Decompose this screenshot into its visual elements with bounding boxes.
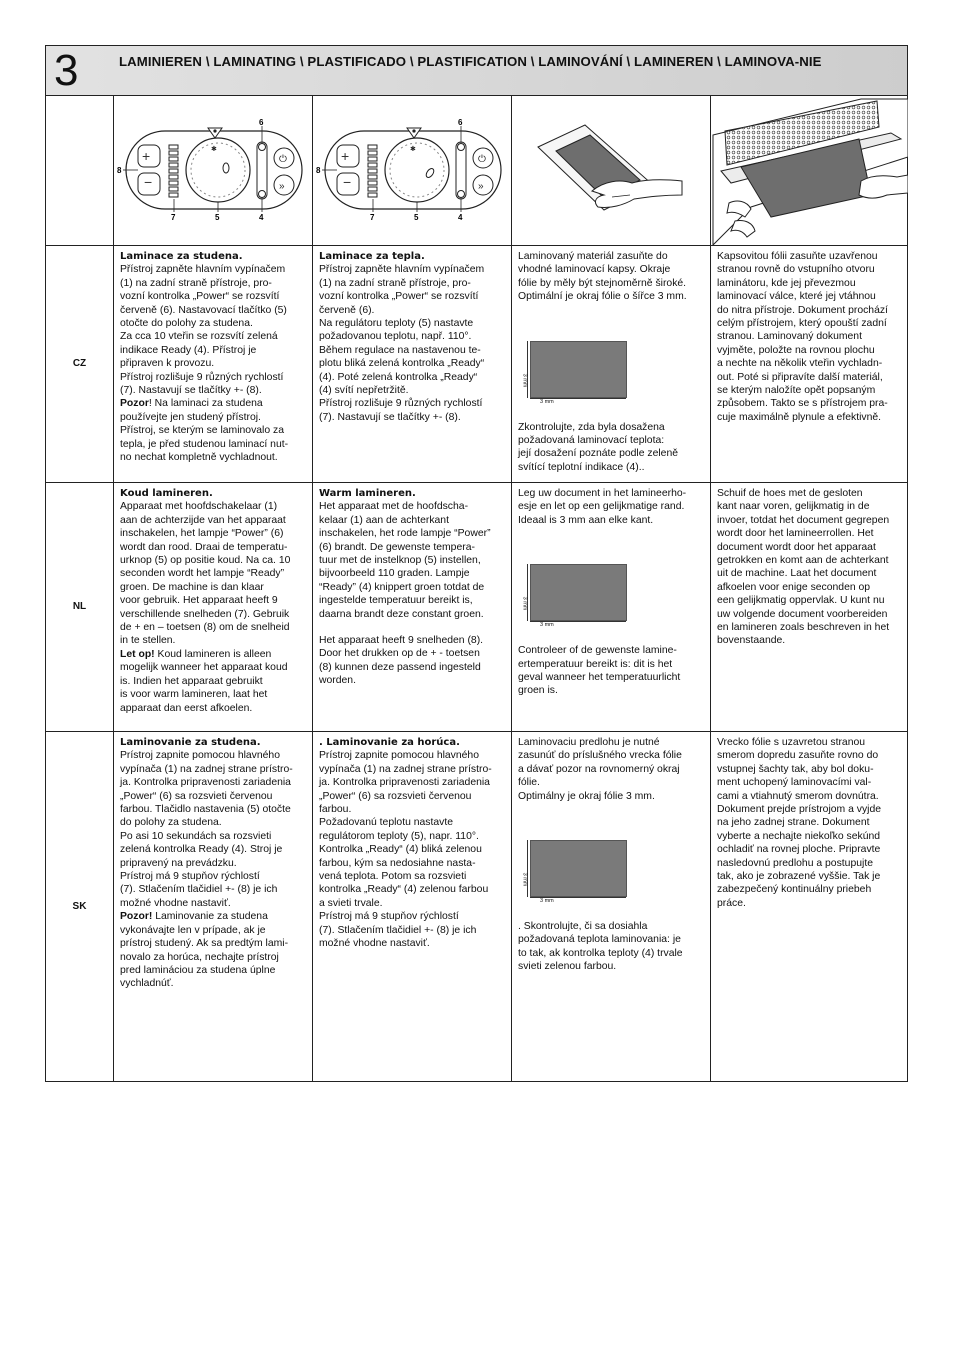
svg-text:⏻: ⏻ [478, 154, 486, 165]
pouch-instructions-cell [511, 483, 710, 731]
margin-diagram [521, 564, 626, 630]
hot-lamination-heading: Warm lamineren. [319, 488, 416, 499]
control-panel-icon [313, 95, 512, 245]
hot-lamination-heading: Laminovanie za horúca. [326, 737, 460, 748]
language-label: SK [72, 900, 87, 912]
language-row-nl [46, 483, 907, 732]
pouch-instructions-cell [511, 732, 710, 1081]
margin-diagram [521, 840, 626, 906]
laminator-feed-illustration [710, 95, 907, 245]
warning-text: Laminovanie za studena vykonávajte len v prípade, ak je prístroj studený. Ak sa predtým lami- novalo za horúca, nechajte prístroj pred lamináciou za studena úplne vychladnúť. [120, 911, 289, 990]
feed-instructions-cell [710, 732, 907, 1081]
svg-text:−: − [144, 174, 153, 190]
svg-text:✱: ✱ [410, 146, 416, 153]
temperature-check-text: Controleer of de gewenste lamine- ertemperatuur bereikt is: dit is het geval wanneer het temperatuurlicht groen is. [518, 645, 681, 697]
margin-horizontal-label: 3 mm [540, 898, 554, 905]
cold-lamination-heading: Koud lamineren. [120, 488, 213, 499]
feed-instructions-cell [710, 483, 907, 731]
margin-horizontal-label: 3 mm [540, 622, 554, 629]
hot-lamination-cell [312, 246, 511, 482]
temperature-check-text: . Skontrolujte, či sa dosiahla požadovaná teplota laminovania: je to tak, ak kontrolka teploty (4) trvale svieti zelenou farbou. [518, 921, 683, 973]
hot-lamination-cell [312, 483, 511, 731]
illustration-row [46, 95, 907, 246]
margin-vertical-label: 3 mm [521, 872, 528, 887]
speed-settings-text: Het apparaat heeft 9 snelheden (8). Door het drukken op de + - toetsen (8) kunnen deze passend ingesteld worden. [319, 635, 484, 687]
warning-label: Pozor [120, 398, 149, 410]
control-panel-cold-illustration [113, 95, 312, 245]
temperature-check-text: Zkontrolujte, zda byla dosažena požadovaná laminovací teplota: její dosažení poznáte podle zeleně svítící teplotní indikace (4).. [518, 421, 679, 473]
svg-text:✱: ✱ [211, 146, 217, 153]
hand-pouch-icon [512, 95, 711, 245]
label-6: 6 [458, 118, 463, 127]
warning-label: Pozor! [120, 911, 153, 923]
cold-lamination-heading: Laminace za studena. [120, 251, 243, 262]
feed-instructions-cell [710, 246, 907, 482]
hot-lamination-text: Prístroj zapnite pomocou hlavného vypínača (1) na zadnej strane prístro- ja. Kontrolka pripravenosti zariadenia „Power“ (6) sa rozsvieti červenou farbou. Požadovanú teplotu nastavte regulátorom teploty (5), napr. 110°. Kontrolka „Ready“ (4) bliká zelenou farbou, kým sa nedosiahne nasta- vená teplota. Potom sa rozsvieti kontrolka „Ready“ (4) zelenou farbou a svieti trvale. Prístroj má 9 stupňov rýchlostí (7). Stlačením tlačidiel +- (8) je ich možné vhodne nastaviť. [319, 750, 492, 950]
control-panel-icon [114, 95, 313, 245]
pouch-instructions-text: Laminovaciu predlohu je nutné zasunúť do príslušného vrecka fólie a dávať pozor na rovnomerný okraj fólie. Optimálny je okraj fólie 3 mm. [518, 737, 682, 802]
feed-instructions-text: Schuif de hoes met de gesloten kant naar voren, gelijkmatig in de invoer, totdat het document gegrepen wordt door het lamineerrollen. Het document wordt door het apparaat getrokken en komt aan de achterkant uit de machine. Laat het document afkoelen voor enige seconden op een gelijkmatig oppervlak. U kunt nu uw volgende document voorbereiden en lamineren zoals beschreven in het bovenstaande. [717, 488, 890, 647]
svg-text:+: + [341, 148, 350, 164]
cold-lamination-text: Prístroj zapnite pomocou hlavného vypínača (1) na zadnej strane prístro- ja. Kontrolka pripravenosti zariadenia „Power“ (6) sa rozsvieti červenou farbou. Tlačidlo nastavenia (5) otočte do polohy za studena. Po asi 10 sekundách sa rozsvieti zelená kontrolka Ready (4). Stroj je pripravený na prevádzku. Prístroj má 9 stupňov rýchlostí (7). Stlačením tlačidiel +- (8) je ich možné vhodne nastaviť. [120, 750, 293, 909]
illustration-empty-cell [46, 95, 113, 245]
pouch-instructions-text: Laminovaný materiál zasuňte do vhodné laminovací kapsy. Okraje fólie by měly být stejnoměrně široké. Optimální je okraj fólie o šířce 3 mm. [518, 251, 687, 303]
margin-diagram [521, 341, 626, 407]
label-4: 4 [259, 213, 264, 222]
cold-lamination-cell [113, 732, 312, 1081]
pouch-instructions-cell [511, 246, 710, 482]
label-8: 8 [117, 166, 122, 175]
cold-lamination-text: Přístroj zapněte hlavním vypínačem (1) na zadní straně přístroje, pro- vozní kontrolka „Power“ se rozsvítí červeně (6). Nastavovací tlačítko (5) otočte do polohy za studena. Za cca 10 vteřin se rozsvítí zelená indikace Ready (4). Přístroj je připraven k provozu. Přístroj rozlišuje 9 různých rychlostí (7). Nastavují se tlačítky +- (8). [120, 264, 287, 397]
feed-instructions-text: Vrecko fólie s uzavretou stranou smerom dopredu zasuňte rovno do vstupnej šachty tak, aby bol doku- ment uchopený laminovacími val- cami a vtiahnutý smerom dovnútra. Dokument prejde prístrojom a vyjde na jeho zadnej strane. Dokument vyberte a nechajte niekoľko sekúnd ochladiť na rovnej ploche. Pripravte nasledovnú predlohu a postupujte tak, ako je zobrazené vyššie. Tak je zabezpečený kontinuálny priebeh práce. [717, 737, 882, 909]
control-panel-hot-illustration [312, 95, 511, 245]
cold-lamination-cell [113, 483, 312, 731]
svg-text:+: + [142, 148, 151, 164]
feed-instructions-text: Kapsovitou fólii zasuňte uzavřenou stranou rovně do vstupního otvoru laminátoru, kde jej převezmou laminovací válce, které jej vtáhnou do nitra přístroje. Dokument prochází celým přístrojem, který opouští zadní stranou. Laminovaný dokument vyjměte, položte na rovnou plochu a nechte na několik vteřin vychladn- out. Poté si připravíte další materiál, se kterým naložíte opět popsaným způsobem. Takto se s přístrojem pra- cuje maximálně plynule a efektivně. [717, 251, 888, 423]
label-7: 7 [370, 213, 375, 222]
margin-vertical-label: 3 mm [521, 596, 528, 611]
label-6: 6 [259, 118, 264, 127]
label-4: 4 [458, 213, 463, 222]
hot-lamination-cell [312, 732, 511, 1081]
svg-text:−: − [343, 174, 352, 190]
cold-lamination-heading: Laminovanie za studena. [120, 737, 261, 748]
warning-text: Koud lamineren is alleen mogelijk wanneer het apparaat koud is. Indien het apparaat gebruikt is voor warm lamineren, laat het apparaat dan eerst afkoelen. [120, 648, 288, 714]
pouch-instructions-text: Leg uw document in het lamineerho- esje en let op een gelijkmatige rand. Ideaal is 3 mm aan elke kant. [518, 488, 687, 526]
language-row-cz [46, 246, 907, 483]
hot-lamination-text: Het apparaat met de hoofdscha- kelaar (1) aan de achterkant inschakelen, het rode lampje “Power” (6) brandt. De gewenste tempera- tuur met de instelknop (5) instellen, bijvoorbeeld 110 graden. Lampje “Ready” (4) knippert groen totdat de ingestelde temperatuur bereikt is, daarna brandt deze constant groen. [319, 501, 491, 620]
section-title: LAMINIEREN \ LAMINATING \ PLASTIFICADO \ PLASTIFICATION \ LAMINOVÁNÍ \ LAMINEREN \ LAMINOVA-NIE [119, 54, 822, 69]
section-header [46, 46, 907, 96]
heading-prefix: . [319, 737, 327, 748]
hot-lamination-text: Přístroj zapněte hlavním vypínačem (1) na zadní straně přístroje, pro- vozní kontrolka „Power“ se rozsvítí červeně (6). Na regulátoru teploty (5) nastavte požadovanou teplotu, např. 110°. Během regulace na nastavenou te- plotu bliká zelená kontrolka „Ready“ (4). Poté zelená kontrolka „Ready“ (4) svítí nepřetržitě. Přístroj rozlišuje 9 různých rychlostí (7). Nastavují se tlačítky +- (8). [319, 264, 485, 423]
instruction-sheet [45, 45, 908, 1082]
margin-horizontal-label: 3 mm [540, 398, 554, 405]
cold-lamination-cell [113, 246, 312, 482]
warning-label: Let op! [120, 648, 155, 660]
label-5: 5 [215, 213, 220, 222]
label-8: 8 [316, 166, 321, 175]
laminator-icon [711, 95, 908, 245]
svg-text:»: » [279, 181, 285, 192]
label-5: 5 [414, 213, 419, 222]
warning-text: ! Na laminaci za studena používejte jen studený přístroj. Přístroj, se kterým se laminovalo za tepla, je před studenou laminací nut- no nechat kompletně vychladnout. [120, 398, 289, 464]
language-label: CZ [72, 358, 87, 370]
svg-text:⏻: ⏻ [279, 154, 287, 165]
cold-lamination-text: Apparaat met hoofdschakelaar (1) aan de achterzijde van het apparaat inschakelen, het lampje “Power” (6) wordt dan rood. Draai de temperatu- urknop (5) op positie koud. Na ca. 10 seconden wordt het lampje “Ready” groen. De machine is dan klaar voor gebruik. Het apparaat heeft 9 verschillende snelheden (7). Gebruik de + en – toetsen (8) om de snelheid in te stellen. [120, 501, 291, 647]
hot-lamination-heading: Laminace za tepla. [319, 251, 425, 262]
language-label: NL [72, 601, 87, 613]
svg-text:»: » [478, 181, 484, 192]
margin-vertical-label: 3 mm [521, 373, 528, 387]
language-row-sk [46, 732, 907, 1081]
label-7: 7 [171, 213, 176, 222]
pouch-insert-illustration [511, 95, 710, 245]
section-number: 3 [54, 46, 79, 95]
